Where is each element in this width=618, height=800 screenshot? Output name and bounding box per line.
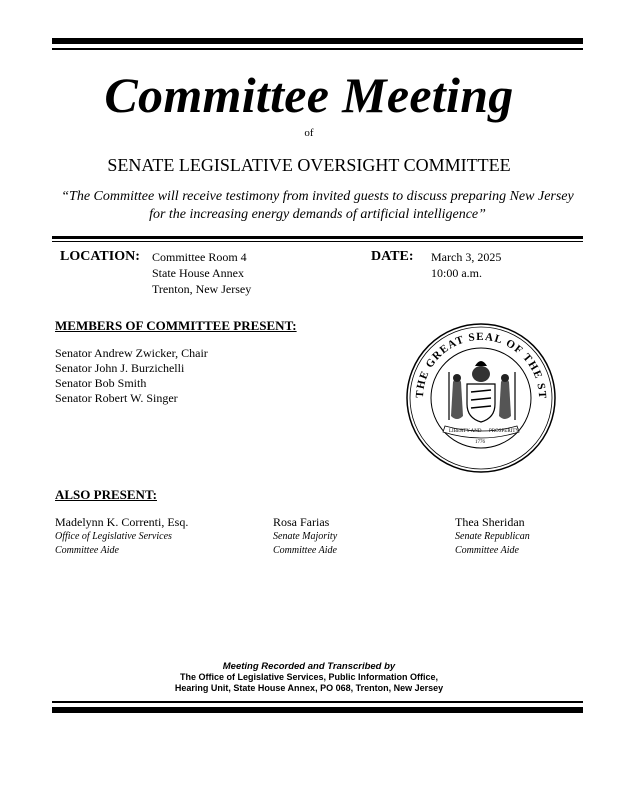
location-value bbox=[152, 249, 251, 297]
date-value bbox=[431, 249, 501, 281]
seal-year: 1776 bbox=[475, 440, 485, 445]
location-line: Trenton, New Jersey bbox=[152, 282, 252, 296]
seal-ribbon-right: PROSPERITY bbox=[489, 429, 520, 434]
date-label: DATE: bbox=[371, 249, 414, 264]
footer-line-3: Hearing Unit, State House Annex, PO 068, Trenton, New Jersey bbox=[174, 683, 444, 693]
aide-role: Committee Aide bbox=[55, 545, 119, 556]
aide-role: Committee Aide bbox=[455, 545, 519, 556]
seal-ring-text: THE GREAT SEAL OF THE ST bbox=[413, 330, 549, 400]
aide-farias bbox=[273, 515, 337, 558]
meeting-description: “The Committee will receive testimony from invited guests to discuss preparing New Jersey for the increasing energy demands of artificial intelligence” bbox=[61, 189, 574, 222]
members-list bbox=[55, 346, 208, 406]
state-seal bbox=[405, 322, 557, 474]
aide-office: Senate Majority bbox=[273, 531, 338, 542]
transcription-credit bbox=[0, 661, 618, 694]
date-line: March 3, 2025 bbox=[431, 250, 502, 264]
top-rule-thick bbox=[52, 38, 583, 44]
aide-name: Thea Sheridan bbox=[455, 515, 525, 529]
of-label: of bbox=[304, 127, 314, 139]
aide-sheridan bbox=[455, 515, 530, 558]
member-item: Senator Bob Smith bbox=[55, 376, 147, 390]
location-label: LOCATION: bbox=[60, 249, 140, 264]
aide-correnti bbox=[55, 515, 188, 558]
location-line: State House Annex bbox=[152, 266, 244, 280]
aide-name: Madelynn K. Correnti, Esq. bbox=[55, 515, 189, 529]
aide-name: Rosa Farias bbox=[273, 515, 330, 529]
footer-line-2: The Office of Legislative Services, Public Information Office, bbox=[179, 672, 439, 682]
bottom-rule-thick bbox=[52, 707, 583, 713]
aide-office: Office of Legislative Services bbox=[55, 531, 172, 542]
aide-office: Senate Republican bbox=[455, 531, 530, 542]
bottom-rule-thin bbox=[52, 701, 583, 703]
location-rule-thick bbox=[52, 236, 583, 239]
location-rule-thin bbox=[52, 241, 583, 242]
member-item: Senator Andrew Zwicker, Chair bbox=[55, 346, 208, 360]
aide-role: Committee Aide bbox=[273, 545, 337, 556]
time-line: 10:00 a.m. bbox=[431, 266, 482, 280]
committee-name: SENATE LEGISLATIVE OVERSIGHT COMMITTEE bbox=[107, 155, 511, 175]
seal-ribbon-left: LIBERTY AND bbox=[449, 429, 482, 434]
member-item: Senator John J. Burzichelli bbox=[55, 361, 185, 375]
members-heading: MEMBERS OF COMMITTEE PRESENT: bbox=[55, 318, 297, 333]
also-present-heading: ALSO PRESENT: bbox=[55, 487, 157, 502]
document-title: Committee Meeting bbox=[104, 67, 514, 123]
footer-line-1: Meeting Recorded and Transcribed by bbox=[222, 661, 396, 672]
top-rule-thin bbox=[52, 48, 583, 50]
location-line: Committee Room 4 bbox=[152, 250, 247, 264]
member-item: Senator Robert W. Singer bbox=[55, 391, 178, 405]
